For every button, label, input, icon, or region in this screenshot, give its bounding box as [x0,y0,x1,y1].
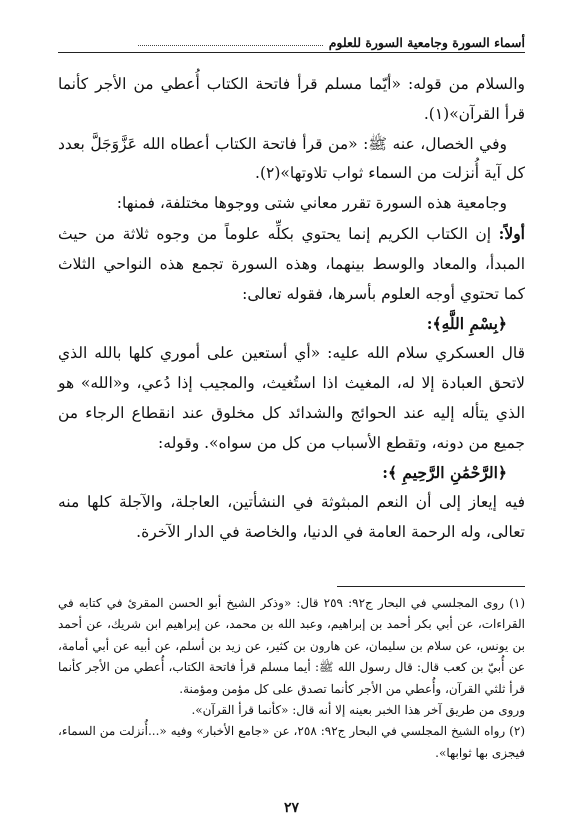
paragraph-3: وجامعية هذه السورة تقرر معاني شتى ووجوها مختلفة، فمنها: [116,194,507,213]
paragraph-1: والسلام من قوله: «أيّما مسلم قرأ فاتحة الكتاب أُعطي من الأجر كأنما قرأ القرآن»(١). [58,75,525,123]
footnotes [58,593,525,764]
paragraph-6: فيه إيعاز إلى أن النعم المبثوثة في النشأتين، العاجلة، والآجلة كلها منه تعالى، وله الرحمة العامة في الدنيا، والخاصة في الدار الآخرة. [58,493,525,541]
paragraph-2: وفي الخصال، عنه ﷺ: «من قرأ فاتحة الكتاب أعطاه الله عَزَّوَجَلَّ بعدد كل آية أُنزلت من السماء ثواب تلاوتها»(٢). [58,134,525,183]
quran-verse-basmala: ﴿بِسْمِ اللَّهِ﴾: [426,314,507,334]
footnote-2: (٢) رواه الشيخ المجلسي في البحار ج٩٢: ٢٥٨، عن «جامع الأخبار» وفيه «...أُنزلت من السماء، فيجزى بها ثوابها». [58,724,525,760]
footnote-separator [337,586,525,587]
paragraph-4-text: إن الكتاب الكريم إنما يحتوي بكلِّه علوماً من وجوه ثلاثة من حيث المبدأ، والمعاد والوسط بينهما، وهذه السورة تجمع هذه النواحي الثلاث كما تحتوي أوجه العلوم بأسرها، فقوله تعالى: [58,224,525,303]
header-dotted-leader [138,45,323,46]
quran-verse-rahman: ﴿الرَّحْمَٰنِ الرَّحِيمِ ﴾: [382,463,507,483]
main-text [58,70,525,548]
page-number: ٢٧ [283,800,300,816]
paragraph-4 [58,219,525,309]
header-title: أسماء السورة وجامعية السورة للعلوم [328,35,525,50]
footnote-1: (١) روى المجلسي في البحار ج٩٢: ٢٥٩ قال: «وذكر الشيخ أبو الحسن المقرئ في كتابه في القراءات، عن أبي بكر أحمد بن إبراهيم، وعبد الله بن محمد، عن إبراهيم ابن شريك، عن أحمد بن يونس، عن سلام بن سليمان، عن هارون بن كثير، عن زيد بن أسلم، عن أبيه عن أبي أمامة، عن أُبيّ بن كعب قال: قال رسول الله ﷺ: أيما مسلم قرأ فاتحة الكتاب، أُعطي من الأجر كأنما قرأ ثلثي القرآن، وأُعطي من الأجر كأنما تصدق على كل مؤمن ومؤمنة. [58,596,526,696]
running-header [58,30,525,53]
first-point-label: أولاً: [498,223,525,243]
footnote-1-addendum: وروى من طريق آخر هذا الخبر بعينه إلا أنه قال: «كأنما قرأ القرآن». [191,703,525,718]
paragraph-5: قال العسكري سلام الله عليه: «أي أستعين على أموري كلها بالله الذي لاتحق العبادة إلا له، المغيث اذا استُغيث، والمجيب إذا دُعي، و«الله» هو الذي يتأله إليه عند الحوائج والشدائد كل مخلوق عند انقطاع الرجاء من جميع من دونه، وتقطع الأسباب من كل من سواه». وقوله: [58,344,525,452]
